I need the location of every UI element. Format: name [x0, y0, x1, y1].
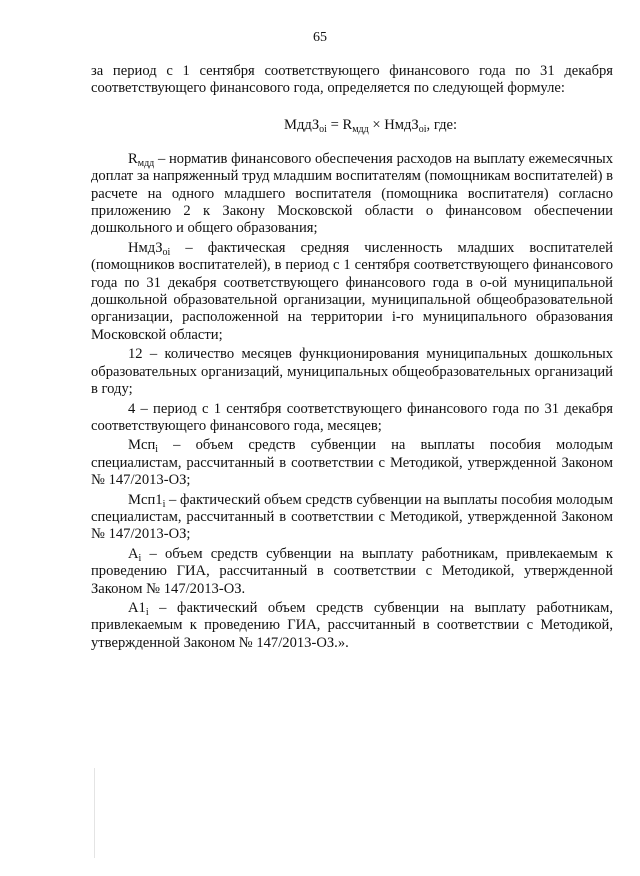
- definition-symbol-sub: мдд: [137, 157, 155, 169]
- definition-symbol: 4: [128, 400, 136, 417]
- formula-rhs-sub: oi: [418, 123, 427, 135]
- definition-text: – норматив финансового обеспечения расходов на выплату ежемесячных доплат за напряженный труд младшим воспитателям (помощникам воспитателей) в расчете на одного младшего воспитателя (помощника воспитателя) согласно приложению 2 к Закону Московской области о финансовом обеспечении дошкольного и общего образования;: [91, 150, 613, 237]
- definition-symbol: R: [128, 150, 138, 167]
- definition-symbol: Мсп1: [128, 491, 163, 508]
- scan-artifact-line: [94, 768, 95, 858]
- definition-paragraph: [91, 600, 613, 652]
- definition-text: – объем средств субвенции на выплату работникам, привлекаемым к проведению ГИА, рассчитанный в соответствии с Методикой, утвержденной Законом № 147/2013-ОЗ.: [91, 545, 613, 597]
- definition-symbol: НмдЗ: [128, 239, 163, 256]
- formula: [91, 116, 613, 134]
- formula-r: R: [342, 116, 353, 133]
- definition-symbol: Мсп: [128, 437, 156, 454]
- formula-eq: =: [326, 116, 343, 133]
- definition-symbol: А1: [128, 599, 146, 616]
- definition-text: – период с 1 сентября соответствующего финансового года по 31 декабря соответствующего финансового года, месяцев;: [91, 400, 613, 434]
- definition-symbol: А: [128, 545, 139, 562]
- definition-symbol-sub: oi: [162, 246, 171, 258]
- definition-paragraph: [91, 151, 613, 238]
- definition-text: – фактический объем средств субвенции на выплаты пособия молодым специалистам, рассчитанный в соответствии с Методикой, утвержденной Законом № 147/2013-ОЗ;: [91, 491, 613, 543]
- page-number: 65: [313, 30, 327, 45]
- document-body: [91, 63, 613, 652]
- definition-text: – объем средств субвенции на выплаты пособия молодым специалистам, рассчитанный в соответствии с Методикой, утвержденной Законом № 147/2013-ОЗ;: [91, 437, 613, 489]
- definition-symbol-sub: i: [145, 606, 149, 618]
- definition-paragraph: [91, 240, 613, 344]
- formula-lhs: МддЗ: [284, 116, 320, 133]
- formula-lhs-sub: oi: [319, 123, 327, 135]
- definition-symbol-sub: i: [138, 552, 142, 564]
- formula-tail: , где:: [426, 116, 458, 133]
- intro-paragraph: за период с 1 сентября соответствующего финансового года по 31 декабря соответствующего финансового года, определяется по следующей формуле:: [91, 63, 613, 97]
- definition-paragraph: [91, 546, 613, 598]
- definition-symbol-sub: i: [155, 444, 159, 456]
- definition-paragraph: [91, 437, 613, 489]
- formula-times: × НмдЗ: [368, 116, 419, 133]
- definition-text: – фактический объем средств субвенции на выплату работникам, привлекаемым к проведению ГИА, рассчитанный в соответствии с Методикой, утвержденной Законом № 147/2013-ОЗ.».: [91, 599, 613, 651]
- definition-text: – количество месяцев функционирования муниципальных дошкольных образовательных организаций, муниципальных общеобразовательных организаций в году;: [91, 346, 613, 398]
- definition-paragraph: [91, 492, 613, 544]
- definition-symbol: 12: [128, 346, 143, 363]
- definition-paragraph: [91, 401, 613, 436]
- definition-paragraph: [91, 346, 613, 398]
- formula-r-sub: мдд: [352, 123, 369, 135]
- definition-text: – фактическая средняя численность младших воспитателей (помощников воспитателей), в период с 1 сентября соответствующего финансового года по 31 декабря соответствующего финансового года в о-ой муниципальной дошкольной образовательной организации, муниципальной общеобразовательной организации, расположенной на территории i-го муниципального образования Московской области;: [91, 239, 613, 343]
- definition-symbol-sub: i: [162, 498, 166, 510]
